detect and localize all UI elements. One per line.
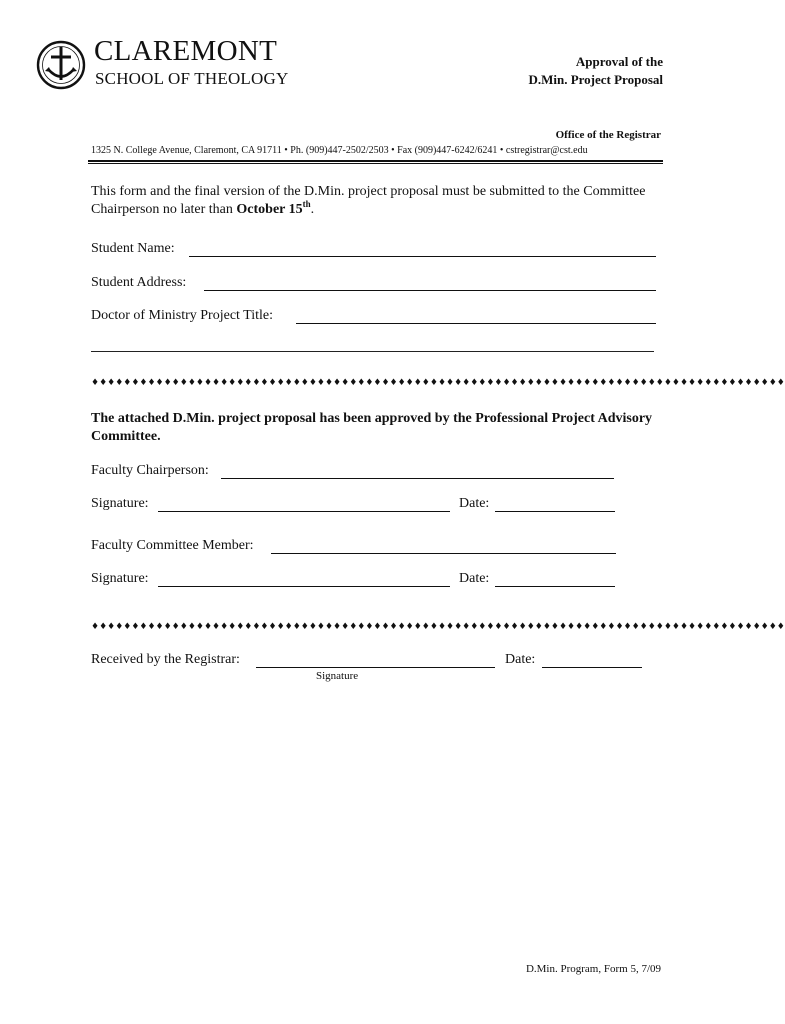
- section-separator: ♦♦♦♦♦♦♦♦♦♦♦♦♦♦♦♦♦♦♦♦♦♦♦♦♦♦♦♦♦♦♦♦♦♦♦♦♦♦♦♦♦♦♦♦♦♦♦♦♦♦♦♦♦♦♦♦♦♦♦♦♦♦♦♦♦♦♦♦♦♦♦♦♦♦♦♦♦♦♦♦♦♦♦♦♦♦: [91, 378, 785, 388]
- approval-statement: The attached D.Min. project proposal has been approved by the Professional Project Advisory Committee.: [91, 411, 653, 444]
- project-title-field[interactable]: [296, 323, 656, 324]
- chair-date-field[interactable]: [495, 511, 615, 512]
- form-title-line-2: D.Min. Project Proposal: [528, 72, 663, 87]
- member-signature-field[interactable]: [158, 586, 450, 587]
- intro-text: This form and the final version of the D.Min. project proposal must be submitted to the Committee Chairperson no later than: [91, 184, 646, 217]
- student-address-label: Student Address:: [91, 275, 187, 290]
- faculty-chairperson-field[interactable]: [221, 478, 614, 479]
- registrar-date-field[interactable]: [542, 667, 642, 668]
- chair-date-label: Date:: [459, 496, 490, 511]
- committee-member-label: Faculty Committee Member:: [91, 538, 254, 553]
- student-name-field[interactable]: [189, 256, 656, 257]
- deadline: October 15: [236, 202, 303, 217]
- member-date-label: Date:: [459, 571, 490, 586]
- school-name: CLAREMONT: [94, 35, 278, 67]
- received-by-registrar-label: Received by the Registrar:: [91, 652, 240, 667]
- header-rule-thin: [88, 163, 663, 164]
- project-title-field-continued[interactable]: [91, 351, 654, 352]
- intro-paragraph: [91, 183, 671, 219]
- student-name-label: Student Name:: [91, 241, 175, 256]
- form-title-line-1: Approval of the: [575, 54, 663, 69]
- signature-caption: Signature: [316, 670, 359, 682]
- registrar-date-label: Date:: [505, 652, 536, 667]
- committee-member-field[interactable]: [271, 553, 616, 554]
- form-footer: D.Min. Program, Form 5, 7/09: [525, 963, 661, 975]
- section-separator-2: ♦♦♦♦♦♦♦♦♦♦♦♦♦♦♦♦♦♦♦♦♦♦♦♦♦♦♦♦♦♦♦♦♦♦♦♦♦♦♦♦♦♦♦♦♦♦♦♦♦♦♦♦♦♦♦♦♦♦♦♦♦♦♦♦♦♦♦♦♦♦♦♦♦♦♦♦♦♦♦♦♦♦♦♦♦♦: [91, 622, 785, 632]
- chair-signature-field[interactable]: [158, 511, 450, 512]
- school-seal-icon: [36, 40, 86, 90]
- student-address-field[interactable]: [204, 290, 656, 291]
- header-rule: [88, 160, 663, 162]
- member-signature-label: Signature:: [91, 571, 149, 586]
- intro-end: .: [310, 202, 315, 217]
- office-label: Office of the Registrar: [555, 129, 661, 141]
- deadline-suffix: th: [302, 199, 311, 209]
- contact-address: 1325 N. College Avenue, Claremont, CA 91711 • Ph. (909)447-2502/2503 • Fax (909)447-6242/6241 • cstregistrar@cst.edu: [91, 145, 588, 156]
- faculty-chairperson-label: Faculty Chairperson:: [91, 463, 209, 478]
- chair-signature-label: Signature:: [91, 496, 149, 511]
- form-title: [403, 53, 663, 89]
- project-title-label: Doctor of Ministry Project Title:: [91, 308, 273, 323]
- school-subtitle: SCHOOL OF THEOLOGY: [95, 69, 289, 88]
- registrar-signature-field[interactable]: [256, 667, 495, 668]
- member-date-field[interactable]: [495, 586, 615, 587]
